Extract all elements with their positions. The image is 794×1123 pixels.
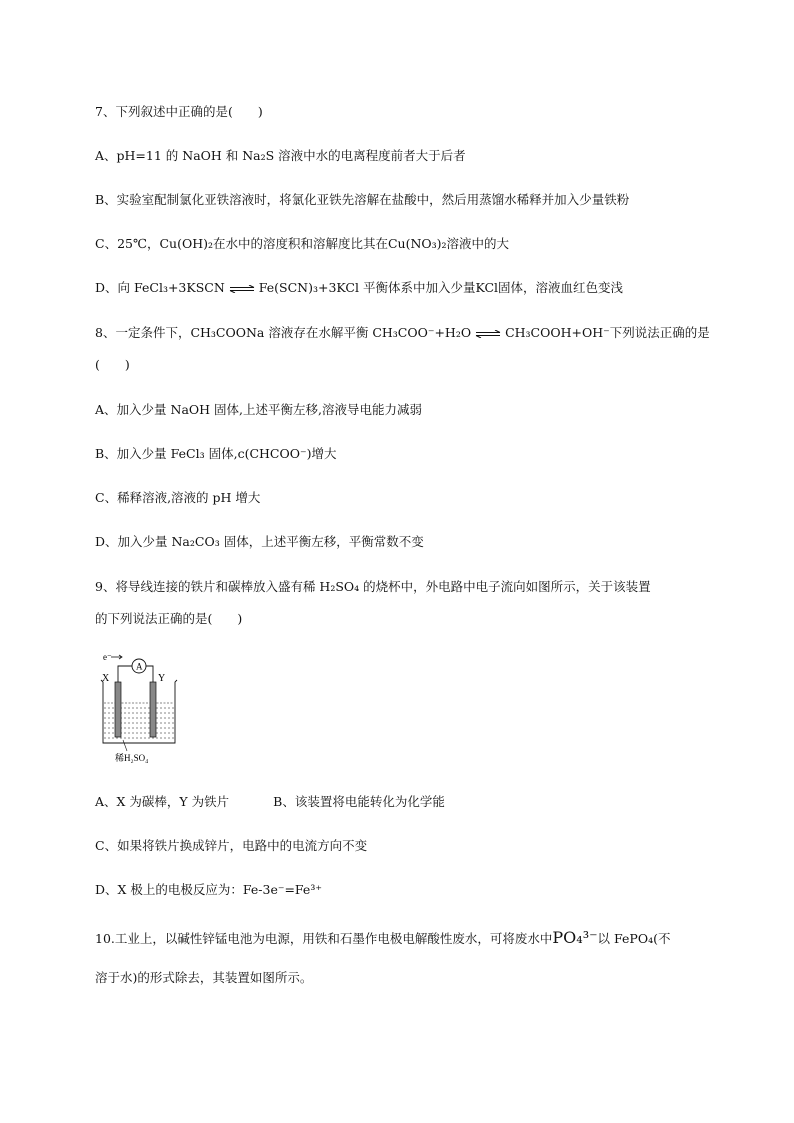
q10-phosphate-ion: PO₄³⁻: [552, 928, 598, 947]
q7-option-b: B、实验室配制氯化亚铁溶液时，将氯化亚铁先溶解在盐酸中，然后用蒸馏水稀释并加入少量铁粉: [95, 192, 630, 207]
q8-option-c: C、稀释溶液,溶液的 pH 增大: [95, 490, 261, 505]
q9-option-c: C、如果将铁片换成锌片，电路中的电流方向不变: [95, 838, 368, 853]
q9-option-b: B、该装置将电能转化为化学能: [273, 794, 445, 809]
q9-option-a: A、X 为碳棒，Y 为铁片: [95, 794, 230, 809]
q8-stem-line: [95, 325, 710, 341]
q7-option-c: C、25℃，Cu(OH)₂在水中的溶度积和溶解度比其在Cu(NO₃)₂溶液中的大: [95, 236, 510, 251]
q9-stem-line1: 9、将导线连接的铁片和碳棒放入盛有稀 H₂SO₄ 的烧杯中，外电路中电子流向如图所示，关于该装置: [95, 579, 651, 594]
wire-left: [118, 666, 132, 682]
q7-option-d-post: Fe(SCN)₃+3KCl 平衡体系中加入少量KCl固体，溶液血红色变浅: [258, 280, 624, 295]
solution-label: 稀H₂SO₄: [115, 753, 149, 763]
wire-right: [146, 666, 153, 682]
q10-stem-line1: [95, 930, 670, 947]
electrode-x-label: X: [102, 673, 110, 684]
q10-stem-post: 以 FePO₄(不: [597, 931, 671, 946]
q8-stem-pre: 8、一定条件下，CH₃COONa 溶液存在水解平衡 CH₃COO⁻+H₂O: [95, 325, 472, 340]
q9-options-ab: [95, 794, 445, 810]
q8-option-a: A、加入少量 NaOH 固体,上述平衡左移,溶液导电能力减弱: [95, 402, 422, 417]
equilibrium-arrow-icon: [475, 330, 501, 338]
dilute-acid-solution: [104, 703, 174, 738]
q10-stem-line2: 溶于水)的形式除去，其装置如图所示。: [95, 970, 313, 985]
q8-option-d: D、加入少量 Na₂CO₃ 固体，上述平衡左移，平衡常数不变: [95, 534, 424, 549]
q8-stem-line2: ( ): [95, 357, 130, 372]
electrode-x: [115, 682, 121, 737]
q9-option-d: D、X 极上的电极反应为：Fe-3e⁻=Fe³⁺: [95, 882, 322, 897]
q7-option-a: A、pH=11 的 NaOH 和 Na₂S 溶液中水的电离程度前者大于后者: [95, 148, 466, 163]
q7-option-d-line: [95, 280, 623, 296]
electrode-y-label: Y: [158, 673, 166, 684]
q10-stem-pre: 10.工业上，以碱性锌锰电池为电源，用铁和石墨作电极电解酸性废水，可将废水中: [95, 931, 553, 946]
electrolysis-cell-figure: [95, 648, 185, 768]
q7-option-d-pre: D、向 FeCl₃+3KSCN: [95, 280, 225, 295]
beaker: [101, 680, 177, 743]
electron-label: e⁻: [103, 652, 112, 662]
electrode-y: [150, 682, 156, 737]
q9-stem-line2: 的下列说法正确的是( ): [95, 611, 243, 626]
equilibrium-arrow-icon: [229, 285, 255, 293]
q7-stem: 7、下列叙述中正确的是( ): [95, 104, 263, 119]
q8-option-b: B、加入少量 FeCl₃ 固体,c(CHCOO⁻)增大: [95, 446, 337, 461]
ammeter-label: A: [136, 661, 143, 672]
q8-stem-post: CH₃COOH+OH⁻下列说法正确的是: [505, 325, 710, 340]
